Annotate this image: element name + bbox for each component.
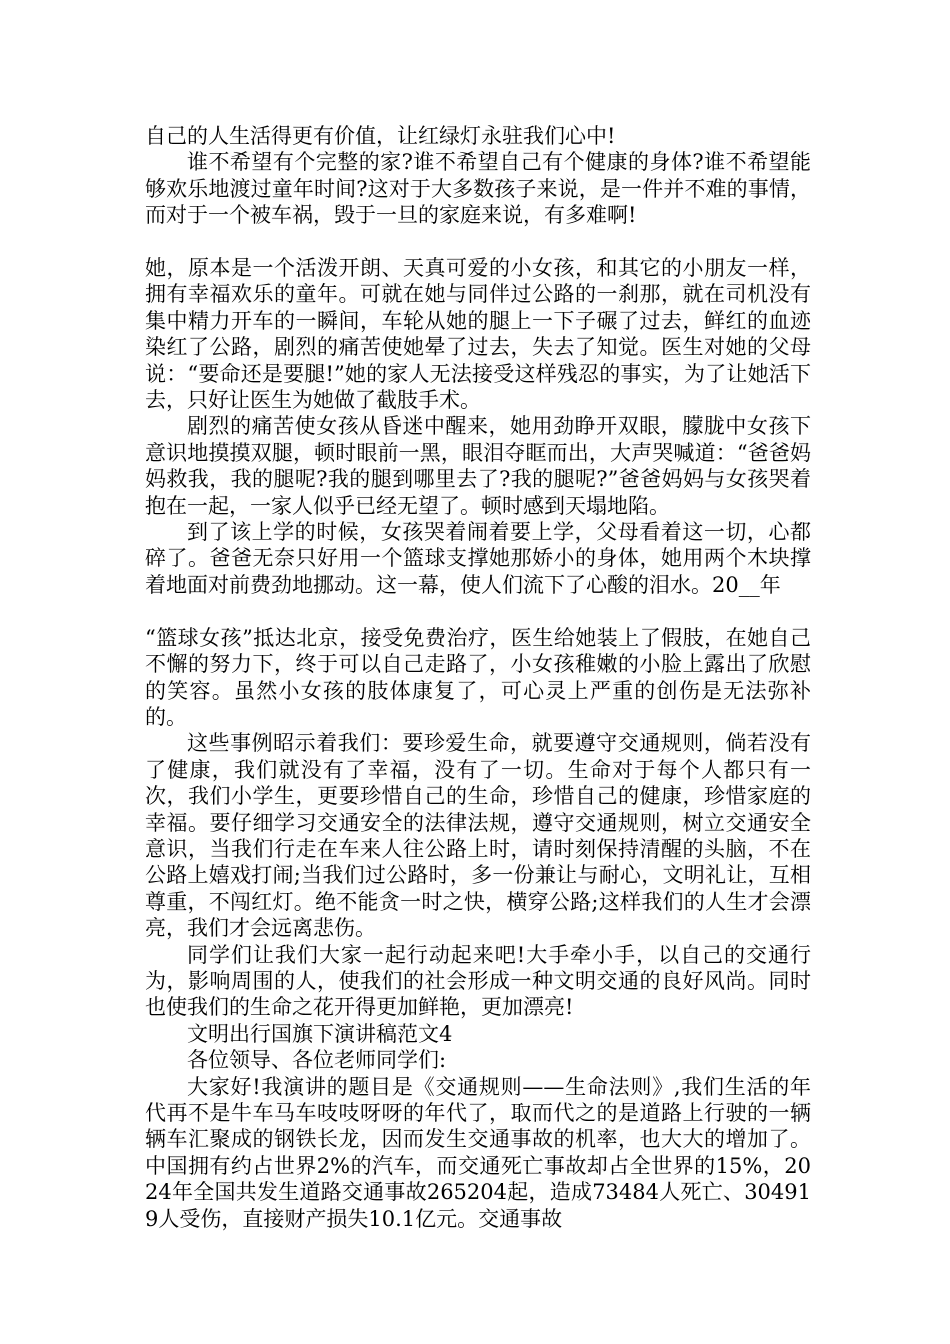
paragraph-2: 谁不希望有个完整的家?谁不希望自己有个健康的身体?谁不希望能够欢乐地渡过童年时间?这对于大多数孩子来说，是一件并不难的事情，而对于一个被车祸，毁于一旦的家庭来说，有多难啊! [145,150,811,228]
paragraph-5: 到了该上学的时候，女孩哭着闹着要上学，父母看着这一切，心都碎了。爸爸无奈只好用一个篮球支撑她那娇小的身体，她用两个木块撑着地面对前费劲地挪动。这一幕，使人们流下了心酸的泪水。20__年 [145,520,811,597]
paragraph-8: 同学们让我们大家一起行动起来吧!大手牵小手，以自己的交通行为，影响周围的人，使我们的社会形成一种文明交通的良好风尚。同时也使我们的生命之花开得更加鲜艳，更加漂亮! [145,942,811,1020]
paragraph-4: 剧烈的痛苦使女孩从昏迷中醒来，她用劲睁开双眼，朦胧中女孩下意识地摸摸双腿，顿时眼前一黑，眼泪夺眶而出，大声哭喊道：“爸爸妈妈救我，我的腿呢?我的腿到哪里去了?我的腿呢?”爸爸妈妈与女孩哭着抱在一起，一家人似乎已经无望了。顿时感到天塌地陷。 [145,414,811,518]
paragraph-6: “篮球女孩”抵达北京，接受免费治疗，医生给她装上了假肢，在她自己不懈的努力下，终于可以自己走路了，小女孩稚嫩的小脸上露出了欣慰的笑容。虽然小女孩的肢体康复了，可心灵上严重的创伤是无法弥补的。 [145,625,811,729]
paragraph-1: 自己的人生活得更有价值，让红绿灯永驻我们心中! [145,124,616,148]
salutation: 各位领导、各位老师同学们: [187,1048,447,1073]
paragraph-3: 她，原本是一个活泼开朗、天真可爱的小女孩，和其它的小朋友一样，拥有幸福欢乐的童年。可就在她与同伴过公路的一刹那，就在司机没有集中精力开车的一瞬间，车轮从她的腿上一下子碾了过去，鲜红的血迹染红了公路，剧烈的痛苦使她晕了过去，失去了知觉。医生对她的父母说：“要命还是要腿!”她的家人无法接受这样残忍的事实，为了让她活下去，只好让医生为她做了截肢手术。 [145,256,811,413]
paragraph-9: 大家好!我演讲的题目是《交通规则——生命法则》,我们生活的年代再不是牛车马车吱吱呀呀的年代了，取而代之的是道路上行驶的一辆辆车汇聚成的钢铁长龙，因而发生交通事故的机率，也大大的增加了。中国拥有约占世界2%的汽车，而交通死亡事故却占全世界的15%，2024年全国共发生道路交通事故265204起，造成73484人死亡、304919人受伤，直接财产损失10.1亿元。交通事故 [145,1074,811,1231]
paragraph-7: 这些事例昭示着我们：要珍爱生命，就要遵守交通规则，倘若没有了健康，我们就没有了幸福，没有了一切。生命对于每个人都只有一次，我们小学生，更要珍惜自己的生命，珍惜自己的健康，珍惜家庭的幸福。要仔细学习交通安全的法律法规，遵守交通规则，树立交通安全意识，当我们行走在车来人往公路上时，请时刻保持清醒的头脑，不在公路上嬉戏打闹;当我们过公路时，多一份兼让与耐心，文明礼让，互相尊重，不闯红灯。绝不能贪一时之快，横穿公路;这样我们的人生才会漂亮，我们才会远离悲伤。 [145,731,811,941]
document-page [145,123,811,1232]
section-title: 文明出行国旗下演讲稿范文4 [187,1021,453,1046]
